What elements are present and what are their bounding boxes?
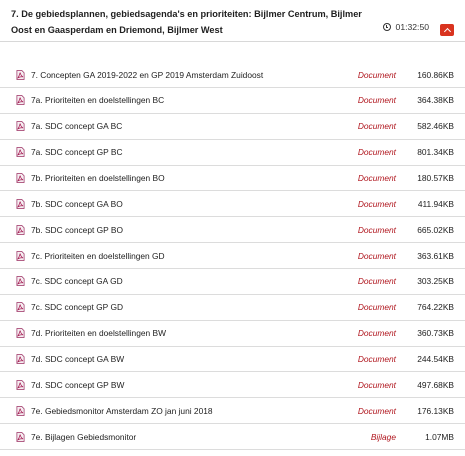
document-type: Document [357,224,396,235]
document-row[interactable] [0,166,465,192]
document-row[interactable] [0,321,465,347]
document-link[interactable]: 7c. SDC concept GP GD [31,302,124,313]
pdf-icon [16,147,25,157]
pdf-icon [16,70,25,80]
pdf-icon [16,199,25,209]
document-size: 303.25KB [417,276,454,287]
document-row[interactable] [0,243,465,269]
document-size: 176.13KB [417,405,454,416]
document-row[interactable] [0,140,465,166]
document-link[interactable]: 7d. SDC concept GP BW [31,379,125,390]
document-size: 764.22KB [417,302,454,313]
duration-indicator [383,22,429,32]
pdf-icon [16,328,25,338]
document-type: Document [357,379,396,390]
document-size: 364.38KB [417,95,454,106]
document-row[interactable] [0,217,465,243]
document-link[interactable]: 7c. SDC concept GA GD [31,276,123,287]
pdf-icon [16,121,25,131]
pdf-icon [16,354,25,364]
document-size: 363.61KB [417,250,454,261]
document-type: Document [357,173,396,183]
pdf-icon [16,380,25,390]
document-type: Document [357,276,396,287]
document-row[interactable] [0,62,465,88]
document-link[interactable]: 7c. Prioriteiten en doelstellingen GD [31,250,165,261]
document-link[interactable]: 7d. SDC concept GA BW [31,354,125,365]
collapse-button[interactable] [440,24,454,36]
document-row[interactable] [0,372,465,398]
document-link[interactable]: 7b. Prioriteiten en doelstellingen BO [31,173,165,183]
document-size: 180.57KB [417,173,454,183]
document-row[interactable] [0,269,465,295]
agenda-item-header [0,0,465,42]
document-size: 1.07MB [425,431,454,442]
document-size: 411.94KB [417,198,454,209]
document-row[interactable] [0,398,465,424]
document-type: Document [357,328,396,339]
document-type: Document [357,69,396,80]
pdf-icon [16,173,25,183]
document-size: 497.68KB [417,379,454,390]
document-type: Document [357,147,396,158]
document-size: 665.02KB [417,224,454,235]
document-row[interactable] [0,295,465,321]
document-type: Document [357,354,396,365]
clock-icon [383,23,391,31]
pdf-icon [16,406,25,416]
document-row[interactable] [0,424,465,450]
document-row[interactable] [0,114,465,140]
pdf-icon [16,432,25,442]
document-size: 801.34KB [417,147,454,158]
document-type: Document [357,250,396,261]
document-link[interactable]: 7a. SDC concept GP BC [31,147,123,158]
document-type: Document [357,405,396,416]
document-row[interactable] [0,88,465,114]
document-type: Document [357,121,396,132]
document-size: 244.54KB [417,354,454,365]
document-type: Document [357,198,396,209]
pdf-icon [16,302,25,312]
document-row[interactable] [0,191,465,217]
document-link[interactable]: 7b. SDC concept GA BO [31,198,123,209]
document-link[interactable]: 7a. SDC concept GA BC [31,121,123,132]
document-link[interactable]: 7a. Prioriteiten en doelstellingen BC [31,95,165,106]
duration-text: 01:32:50 [395,22,429,32]
document-link[interactable]: 7b. SDC concept GP BO [31,224,124,235]
document-link[interactable]: 7d. Prioriteiten en doelstellingen BW [31,328,167,339]
document-type: Document [357,302,396,313]
pdf-icon [16,251,25,261]
document-size: 160.86KB [417,69,454,80]
agenda-item-title [11,6,429,38]
document-link[interactable]: 7e. Gebiedsmonitor Amsterdam ZO jan juni 2018 [31,405,213,416]
document-link[interactable]: 7. Concepten GA 2019-2022 en GP 2019 Amsterdam Zuidoost [31,69,264,80]
document-list [0,62,465,450]
document-size: 360.73KB [417,328,454,339]
pdf-icon [16,225,25,235]
agenda-item-title-line2: Oost en Gaasperdam en Driemond, Bijlmer West [11,25,223,35]
document-link[interactable]: 7e. Bijlagen Gebiedsmonitor [31,431,137,442]
pdf-icon [16,95,25,105]
document-size: 582.46KB [417,121,454,132]
pdf-icon [16,276,25,286]
document-type: Bijlage [370,431,396,442]
agenda-item-title-line1: 7. De gebiedsplannen, gebiedsagenda's en prioriteiten: Bijlmer Centrum, Bijlmer [11,9,362,19]
document-type: Document [357,95,396,106]
document-row[interactable] [0,347,465,373]
